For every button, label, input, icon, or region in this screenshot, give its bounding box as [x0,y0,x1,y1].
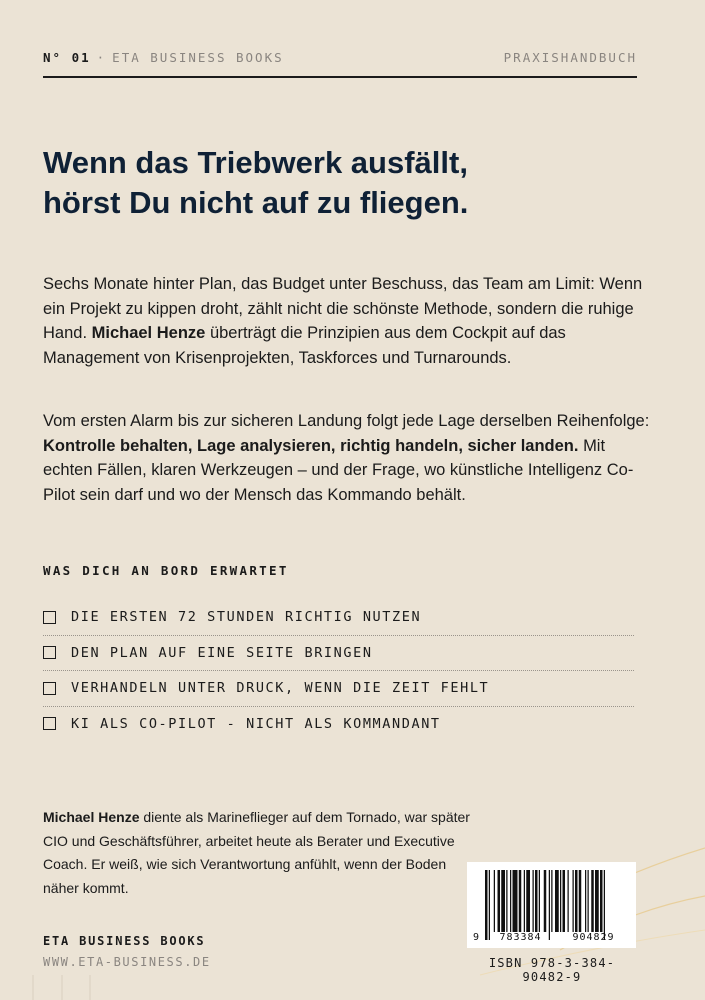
checklist-title: WAS DICH AN BORD ERWARTET [43,563,289,578]
checkbox-icon [43,611,56,624]
barcode-bar [555,870,559,932]
barcode-bar [604,870,605,940]
checklist-item [43,707,634,742]
barcode-digits-right: 904829 [572,932,615,943]
barcode-bar [560,870,561,932]
barcode-bar [519,870,522,932]
checkbox-icon [43,646,56,659]
barcode-bar [506,870,507,932]
series-name: ETA BUSINESS BOOKS [112,50,284,65]
checkbox-icon [43,717,56,730]
barcode-bar [539,870,540,932]
top-header-bar [43,50,637,65]
intro-p1-text-a: Sechs Monate hinter Plan, das Budget unter Beschuss, das Team am Limit: Wenn ein Projekt zu kippen droht, zählt nicht die schönste Methode, sondern die ruhige Hand. [43,275,643,342]
author-name-highlight: Michael Henze [91,324,206,342]
intro-paragraph-1 [43,272,653,370]
barcode-bar [498,870,501,932]
barcode-bar [591,870,594,932]
checklist-item [43,636,634,672]
checklist-item-label: DIE ERSTEN 72 STUNDEN RICHTIG NUTZEN [71,609,422,626]
intro-p2-text-a: Vom ersten Alarm bis zur sicheren Landung folgt jede Lage derselben Reihenfolge: [43,412,650,430]
barcode-bar [524,870,525,932]
barcode-bar [485,870,488,940]
checklist-item-label: KI ALS CO-PILOT - NICHT ALS KOMMANDANT [71,715,441,732]
publisher-name: ETA BUSINESS BOOKS [43,934,206,948]
author-bio [43,806,473,900]
barcode-bar [568,870,569,932]
barcode-bar [563,870,566,932]
isbn-number: ISBN 978-3-384-90482-9 [488,956,616,984]
checklist [43,600,634,741]
barcode-bar [549,870,550,940]
series-label-group [43,50,284,65]
barcode-bar [579,870,582,932]
intro-p2-text-b: Mit echten Fällen, klaren Werkzeugen – und der Frage, wo künstliche Intelligenz Co-Pilot sein darf und wo der Mensch das Kommando behält. [43,436,634,504]
barcode-bar [595,870,599,932]
checklist-item-label: VERHANDELN UNTER DRUCK, WENN DIE ZEIT FEHLT [71,680,490,697]
header-rule [43,76,637,78]
bio-text: diente als Marineflieger auf dem Tornado, war später CIO und Geschäftsführer, arbeitet heute als Berater und Executive Coach. Er weiß, wie sich Verantwortung anfühlt, wenn der Boden näher kommt. [43,809,470,896]
checklist-item-label: DEN PLAN AUF EINE SEITE BRINGEN [71,644,373,661]
barcode-bar [600,870,603,932]
barcode-bar [535,870,538,932]
checklist-item [43,671,634,707]
barcode-digits [473,932,631,943]
barcode-bar [588,870,589,932]
headline [43,143,643,223]
category-label: PRAXISHANDBUCH [503,50,637,65]
barcode-bar [544,870,547,932]
issue-number: N° 01 [43,50,91,65]
intro-p1-text-b: überträgt die Prinzipien aus dem Cockpit auf das Management von Krisenprojekten, Taskforces und Turnarounds. [43,324,566,367]
headline-line-1: Wenn das Triebwerk ausfällt, [43,145,468,180]
headline-line-2: hörst Du nicht auf zu fliegen. [43,185,469,220]
barcode-bar [585,870,586,932]
intro-paragraph-2 [43,409,653,507]
barcode-digits-left: 783384 [499,932,542,943]
barcode-bar [575,870,578,932]
barcode-bar [573,870,574,932]
publisher-url: WWW.ETA-BUSINESS.DE [43,955,211,969]
barcode-bar [513,870,518,932]
barcode-bar [551,870,552,932]
barcode-digit-first: 9 [473,932,480,943]
barcode-bar [489,870,490,940]
header-separator: · [96,50,107,65]
barcode-bar [526,870,530,932]
barcode-bar [510,870,511,932]
checklist-item [43,600,634,636]
barcode-bar [501,870,505,932]
checkbox-icon [43,682,56,695]
barcode-bar [494,870,495,932]
intro-p2-bold-steps: Kontrolle behalten, Lage analysieren, richtig handeln, sicher landen. [43,436,579,455]
bio-author-name: Michael Henze [43,809,140,825]
barcode-bar [533,870,534,932]
